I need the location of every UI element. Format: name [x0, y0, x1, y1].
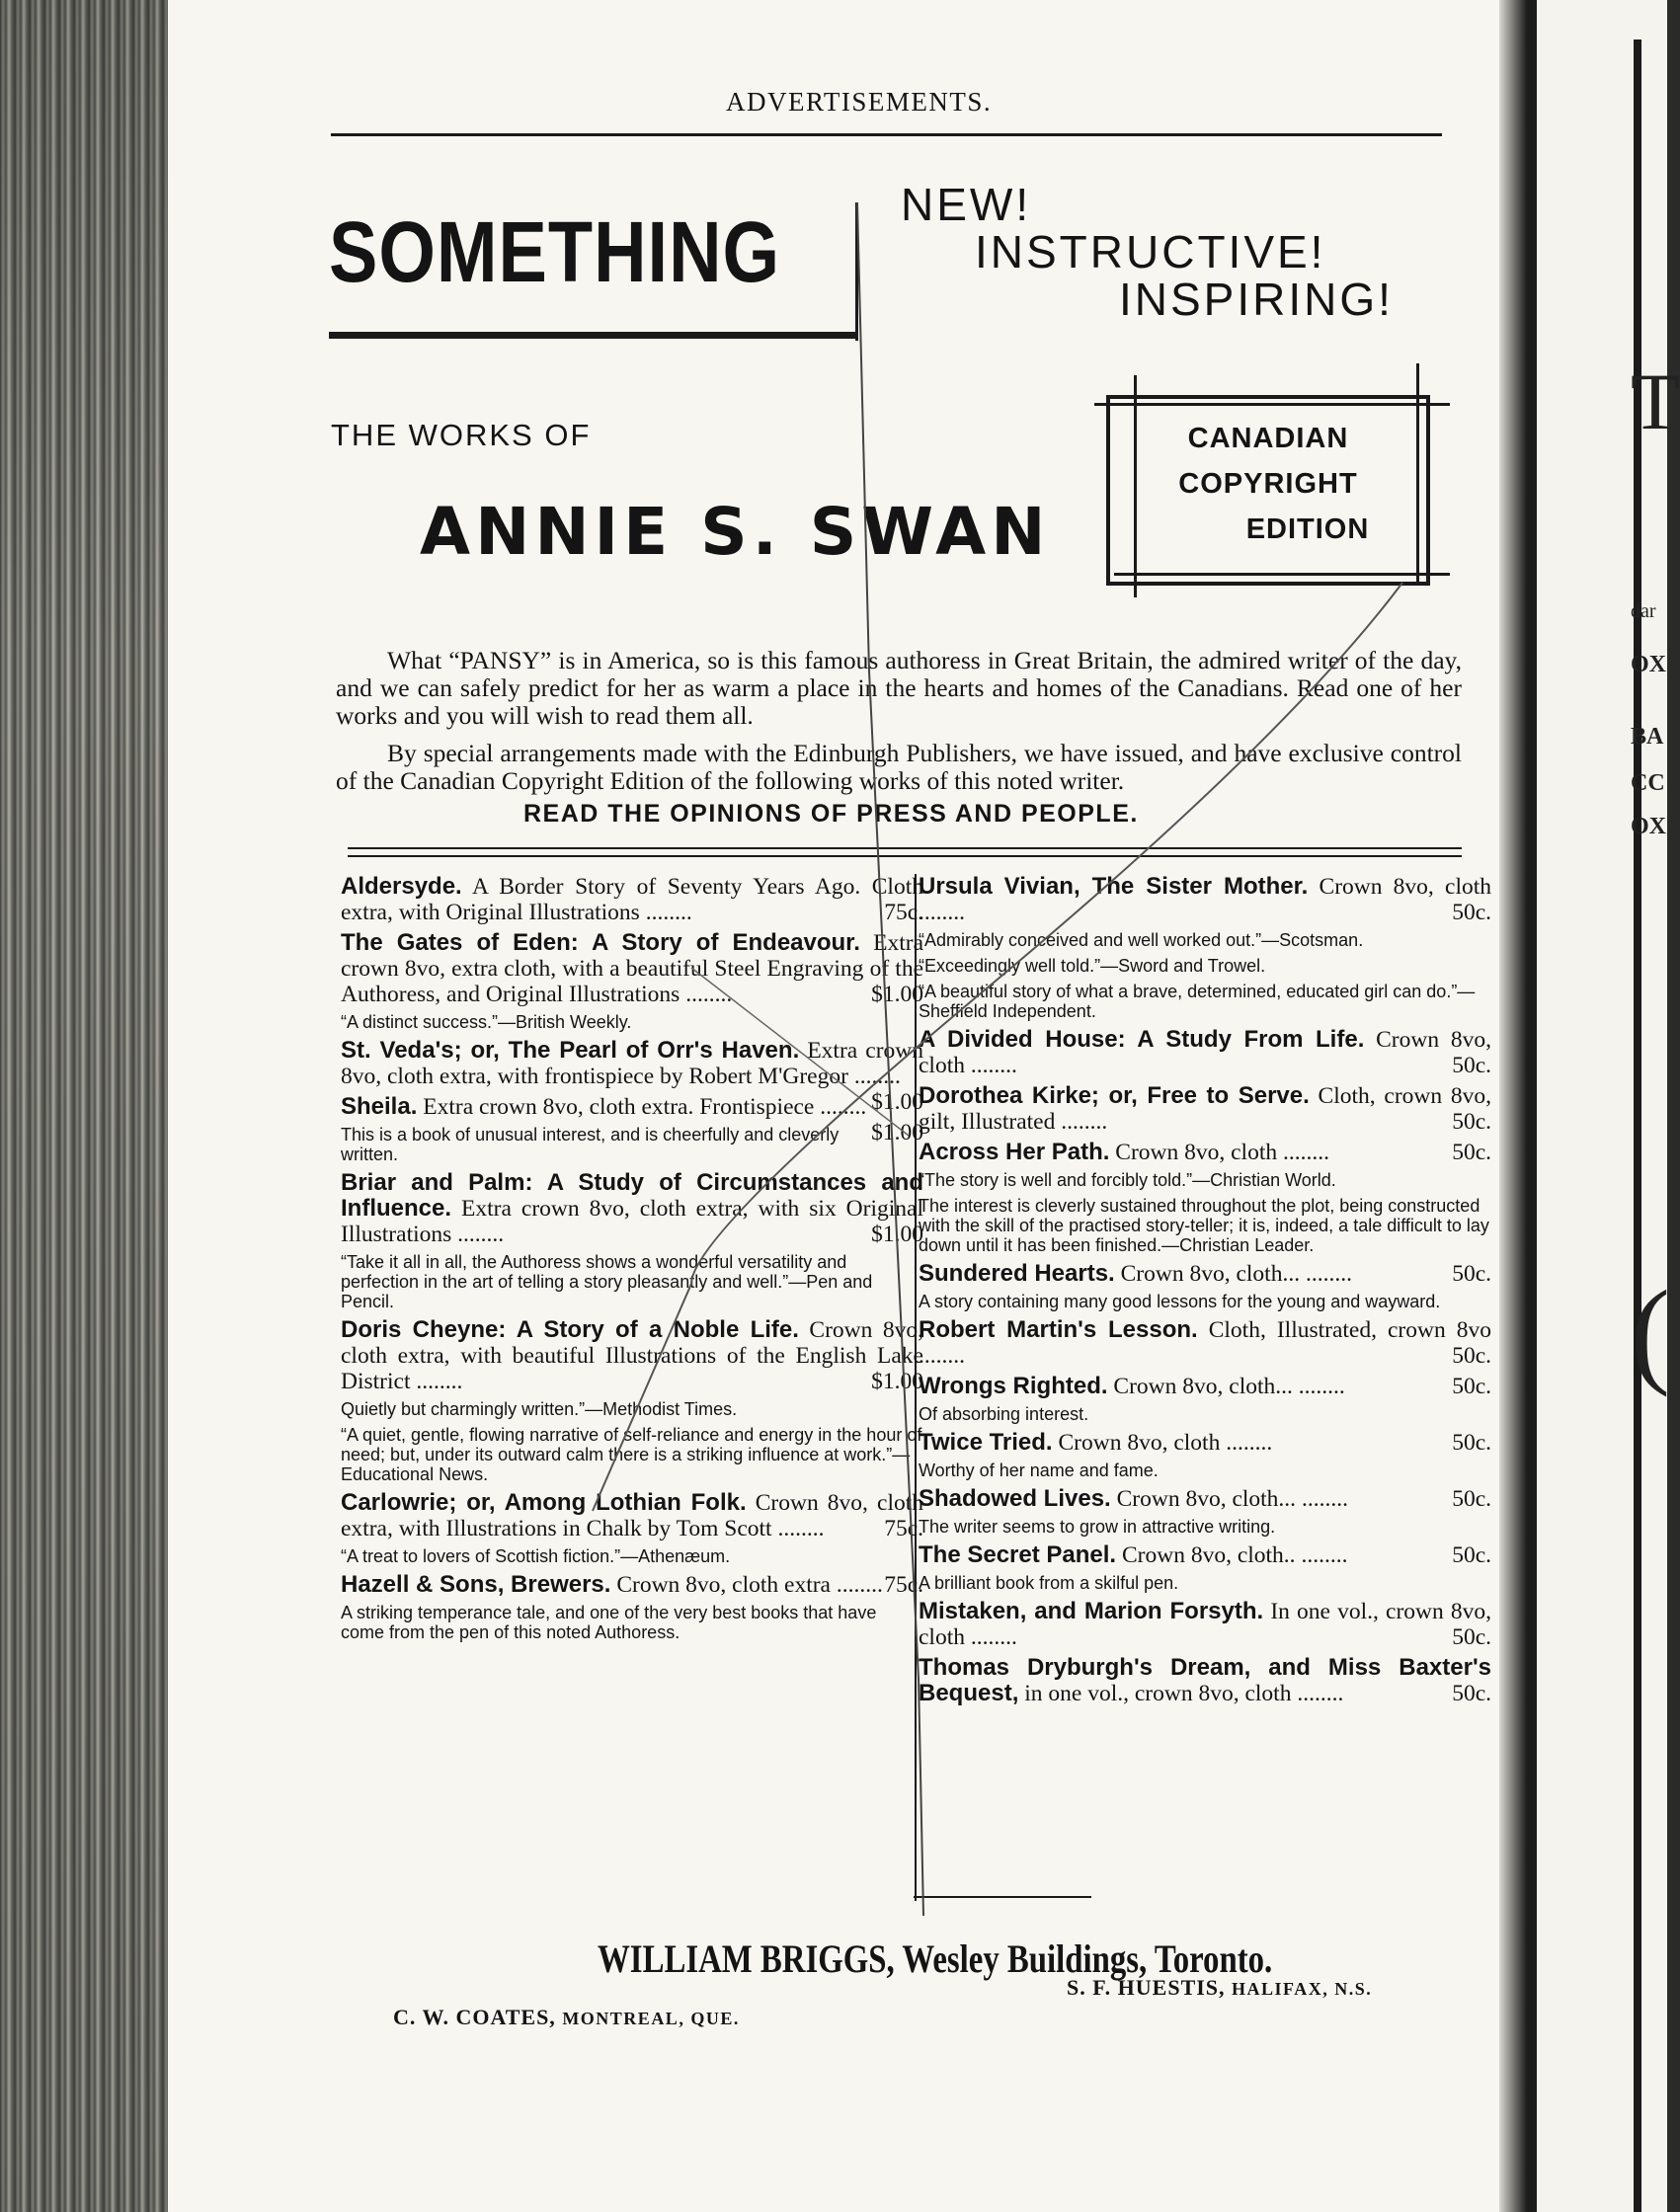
intro-paragraph-2: By special arrangements made with the Edinburgh Publishers, we have issued, and have exclusive control of the Canadian Copyright Edition of the following works of this noted writer.: [336, 739, 1462, 795]
book-description: Crown 8vo, cloth..: [1121, 1542, 1296, 1568]
author-name: ANNIE S. SWAN: [420, 494, 1051, 570]
facing-page-edge: [1537, 0, 1680, 2212]
leader-dots: ........: [451, 1222, 505, 1247]
leader-dots: ........: [410, 1369, 463, 1394]
agent-montreal-name: C. W. COATES,: [393, 2005, 556, 2029]
facing-dot: [1621, 158, 1623, 159]
press-review: Quietly but charmingly written.”—Methodist Times.: [341, 1399, 738, 1419]
book-price: 50c.: [1452, 1343, 1491, 1369]
press-review: “A distinct success.”—British Weekly.: [341, 1012, 632, 1032]
press-review: The interest is cleverly sustained throughout the plot, being constructed with the skill of the practised story-teller; it is, indeed, a tale difficult to lay down until it has been finished.—Christian Leader.: [919, 1196, 1489, 1255]
book-description: Cloth, Illustrated, crown 8vo: [1208, 1317, 1491, 1343]
press-review: The writer seems to grow in attractive writing.: [919, 1517, 1276, 1537]
facing-fragment-4: BA: [1631, 724, 1664, 750]
book-description: in one vol., crown 8vo, cloth: [1024, 1681, 1292, 1706]
book-price: 50c.: [1452, 1374, 1491, 1399]
book-title: The Secret Panel.: [919, 1541, 1117, 1568]
publisher-line: WILLIAM BRIGGS, Wesley Buildings, Toronto.: [598, 1936, 1273, 1981]
press-review: Worthy of her name and fame.: [919, 1461, 1159, 1480]
press-review: “A beautiful story of what a brave, determined, educated girl can do.”—Sheffield Independent.: [919, 982, 1476, 1021]
book-title: Wrongs Righted.: [919, 1373, 1108, 1399]
book-price: 50c.: [1452, 1542, 1491, 1568]
book-description: Crown 8vo, cloth extra, with Illustrations in Chalk by Tom Scott: [341, 1490, 924, 1541]
book-price: 50c.: [1452, 1430, 1491, 1456]
intro-paragraph-1: What “PANSY” is in America, so is this famous authoress in Great Britain, the admired writer of the day, and we can safely predict for her as warm a place in the hearts and homes of the Canadians. Read one of her works and you will wish to read them all.: [336, 646, 1462, 730]
book-title: Shadowed Lives.: [919, 1485, 1111, 1512]
book-title: Dorothea Kirke; or, Free to Serve.: [919, 1082, 1310, 1109]
leader-dots: ........: [919, 1343, 965, 1369]
book-price: 50c.: [1452, 1681, 1491, 1706]
book-price: 50c.: [1452, 1140, 1491, 1165]
press-review: A striking temperance tale, and one of the very best books that have come from the pen of this noted Authoress.: [341, 1603, 877, 1642]
book-description: Crown 8vo, cloth: [1058, 1430, 1221, 1456]
leader-dots: ........: [771, 1516, 825, 1541]
leader-dots: ........: [847, 1064, 901, 1089]
book-title: Briar and Palm: A Study of Circumstances and Influence.: [341, 1169, 923, 1222]
book-description: A Border Story of Seventy Years Ago. Cloth extra, with Original Illustrations: [341, 874, 923, 925]
press-review: A story containing many good lessons for the young and wayward.: [919, 1292, 1441, 1311]
facing-fragment-3: OX: [1631, 652, 1666, 677]
leader-dots: ........: [919, 900, 965, 925]
press-review: “A quiet, gentle, flowing narrative of self-reliance and energy in the hour of need; but, under its outward calm there is a striking influence at work.”—Educational News.: [341, 1425, 922, 1484]
book-title: Sundered Hearts.: [919, 1260, 1115, 1287]
leader-dots: ........: [1055, 1109, 1108, 1135]
leader-dots: ........: [1220, 1430, 1273, 1456]
book-price: $1.00: [871, 982, 923, 1007]
book-price: $1.00: [871, 1120, 923, 1146]
book-title: Doris Cheyne: A Story of a Noble Life.: [341, 1316, 799, 1343]
running-head: ADVERTISEMENTS.: [726, 87, 993, 117]
book-price: 50c.: [1452, 1053, 1491, 1078]
book-title: Thomas Dryburgh's Dream, and Miss Baxter's Bequest,: [919, 1654, 1491, 1706]
facing-fragment-7: (: [1631, 1266, 1670, 1397]
book-description: Crown 8vo, cloth...: [1116, 1486, 1297, 1512]
press-review: “Take it all in all, the Authoress shows a wonderful versatility and perfection in the art of telling a story pleasantly and well.”—Pen and Pencil.: [341, 1252, 873, 1311]
book-title: St. Veda's; or, The Pearl of Orr's Haven.: [341, 1037, 800, 1064]
book-price: 50c.: [1452, 1486, 1491, 1512]
book-description: Crown 8vo, cloth extra, with beautiful Illustrations of the English Lake District: [341, 1317, 923, 1394]
book-description: Extra crown 8vo, extra cloth, with a beautiful Steel Engraving of the Authoress, and Original Illustrations: [341, 930, 924, 1007]
book-title: Hazell & Sons, Brewers.: [341, 1571, 611, 1598]
book-title: A Divided House: A Study From Life.: [919, 1026, 1365, 1053]
leader-dots: ........: [1300, 1261, 1352, 1287]
book-description: Extra crown 8vo, cloth extra. Frontispiece: [423, 1094, 815, 1120]
book-description: Crown 8vo, cloth extra: [616, 1572, 831, 1598]
book-description: In one vol., crown 8vo, cloth: [919, 1599, 1491, 1650]
leader-dots: ........: [1291, 1681, 1344, 1706]
edition-line-1: CANADIAN: [1187, 423, 1349, 454]
book-description: Crown 8vo, cloth: [1319, 874, 1491, 900]
book-title: Sheila.: [341, 1093, 418, 1120]
page-gutter: [1499, 0, 1539, 2212]
press-review: A brilliant book from a skilful pen.: [919, 1573, 1179, 1593]
agent-halifax-place: HALIFAX, N.S.: [1232, 1979, 1373, 1999]
press-review: “The story is well and forcibly told.”—Christian World.: [919, 1170, 1336, 1190]
headline-something: SOMETHING: [329, 203, 781, 301]
works-of-label: THE WORKS OF: [331, 418, 592, 452]
facing-fragment-5: CC: [1631, 770, 1665, 796]
book-title: Ursula Vivian, The Sister Mother.: [919, 873, 1309, 900]
book-price: $1.00: [871, 1089, 923, 1115]
edition-line-3: EDITION: [1245, 514, 1370, 545]
leader-dots: ........: [639, 900, 692, 925]
agent-halifax-name: S. F. HUESTIS,: [1067, 1975, 1226, 2000]
leader-dots: ........: [680, 982, 733, 1007]
book-title: Carlowrie; or, Among Lothian Folk.: [341, 1489, 747, 1516]
book-title: Robert Martin's Lesson.: [919, 1316, 1198, 1343]
press-review: “Exceedingly well told.”—Sword and Trowel.: [919, 956, 1266, 976]
book-description: Crown 8vo, cloth: [1115, 1140, 1278, 1165]
edition-line-2: COPYRIGHT: [1178, 468, 1358, 500]
agent-montreal-place: MONTREAL, QUE.: [562, 2009, 740, 2028]
leader-dots: ........: [1292, 1374, 1345, 1399]
press-review: “Admirably conceived and well worked out.”—Scotsman.: [919, 930, 1364, 950]
book-title: The Gates of Eden: A Story of Endeavour.: [341, 929, 860, 956]
leader-dots: ........: [965, 1624, 1017, 1650]
book-price: 50c.: [1452, 1624, 1491, 1650]
book-price: 75c.: [884, 1572, 923, 1598]
book-description: Crown 8vo, cloth: [919, 1027, 1491, 1078]
book-description: Crown 8vo, cloth...: [1120, 1261, 1301, 1287]
facing-fragment-6: OX: [1631, 814, 1666, 839]
leader-dots: ........: [831, 1572, 883, 1598]
leader-dots: ........: [1277, 1140, 1329, 1165]
facing-fragment-1: T: [1631, 356, 1680, 446]
book-title: Across Her Path.: [919, 1139, 1110, 1165]
leader-dots: ........: [1295, 1542, 1348, 1568]
leader-dots: ........: [965, 1053, 1017, 1078]
book-description: Crown 8vo, cloth...: [1113, 1374, 1293, 1399]
book-price: 50c.: [1452, 1261, 1491, 1287]
facing-fragment-2: dar: [1631, 600, 1656, 622]
book-title: Twice Tried.: [919, 1429, 1053, 1456]
press-review: “A treat to lovers of Scottish fiction.”—Athenæum.: [341, 1546, 731, 1566]
book-description: Cloth, crown 8vo, gilt, Illustrated: [919, 1083, 1491, 1135]
book-price: 75c.: [884, 1516, 923, 1541]
leader-dots: ........: [814, 1094, 867, 1120]
tag-instructive: INSTRUCTIVE!: [975, 226, 1326, 277]
book-price: 50c.: [1452, 1109, 1491, 1135]
book-description: Extra crown 8vo, cloth extra, with six Original Illustrations: [341, 1196, 923, 1247]
book-price: 75c.: [884, 900, 923, 925]
tag-new: NEW!: [901, 179, 1032, 230]
book-title: Mistaken, and Marion Forsyth.: [919, 1598, 1264, 1624]
book-price: $1.00: [871, 1369, 923, 1394]
read-opinions-heading: READ THE OPINIONS OF PRESS AND PEOPLE.: [523, 800, 1139, 828]
book-price: 50c.: [1452, 900, 1491, 925]
press-review: This is a book of unusual interest, and is cheerfully and cleverly written.: [341, 1125, 840, 1164]
book-title: Aldersyde.: [341, 873, 462, 900]
book-description: Extra crown 8vo, cloth extra, with frontispiece by Robert M'Gregor: [341, 1038, 924, 1089]
tag-inspiring: INSPIRING!: [1119, 274, 1394, 325]
press-review: Of absorbing interest.: [919, 1404, 1089, 1424]
book-price: $1.00: [871, 1222, 923, 1247]
leader-dots: ........: [1296, 1486, 1348, 1512]
